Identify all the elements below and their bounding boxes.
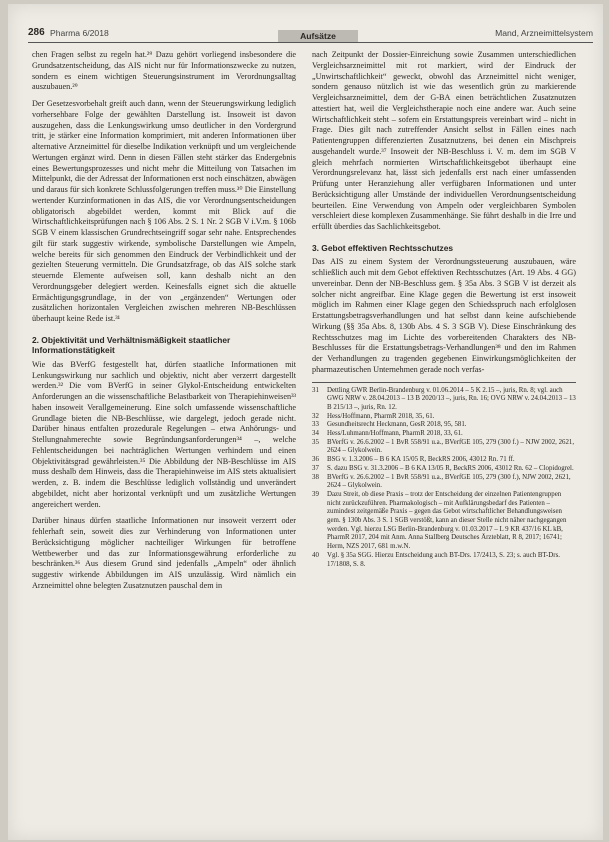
paragraph: nach Zeitpunkt der Dossier-Einreichung sowie Zusammen unterschiedlichen Vergleichsarzneimittel mit rot markiert, wird der Eindruck der „Unwirtschaftlichkeit“ geweckt, obwohl das Arzneimittel nicht weniger, sondern genauso nützlich ist wie das wesentlich grün zu markierende Vergleichsarzneimittel, dem der G-BA einen beträchtlichen Zusatznutzen attestiert hat, weil die Vergleichstherapie noch eine andere war. Auch seine Wirtschaftlichkeit steht – sofern ein Erstattungspreis vereinbart wird – nicht in Frage. Dies gilt nach zutreffender Ansicht selbst in Fällen eines nach Patientengruppen differenzierten Zusatznutzens, bei denen ein Mischpreis ausgehandelt wurde.³⁷ Insoweit der NB-Beschluss i. V. m. dem im SGB V gleich mehrfach normierten Wirtschaftlichkeitsgebot überhaupt eine Verordnungsrelevanz hat, lässt sich jedenfalls erst nach einer umfassenden Prüfung unter Heranziehung aller verfügbaren Informationen und unter Berücksichtigung aller Umstände der individuellen Verordnungsentscheidung beurteilen. Eine Verwendung von Ampeln oder vergleichbaren Symbolen verschleiert diese komplexen Zusammenhänge. Sie führt deshalb in die Irre und erfüllt überdies das Sachlichkeitsgebot.: [312, 50, 576, 231]
footnote-number: 32: [312, 412, 319, 420]
footnote-number: 33: [312, 421, 319, 429]
footnote-number: 39: [312, 490, 319, 498]
section-heading: 2. Objektivität und Verhältnismäßigkeit staatlicher Informationstätigkeit: [32, 334, 231, 356]
paragraph: Darüber hinaus dürfen staatliche Informationen nur insoweit verzerrt oder fehlerhaft sein, soweit dies zur Verhinderung von Informationen unter Berücksichtigung möglicher nachteiliger Wirkungen für betroffene Wettbewerber und das zur Informationsgewährung erforderliche zu beschränken.³⁶ Aus diesem Grund sind jedenfalls „Ampeln“ oder ähnlich suggestiv wirkende Abbildungen im AIS unzulässig. Wird nämlich ein Arzneimittel ohne belegten Zusatznutzen pauschal dem in: [32, 516, 296, 590]
section-label: Aufsätze: [278, 30, 358, 42]
footnote-number: 38: [312, 473, 319, 481]
footnote-number: 36: [312, 456, 319, 464]
right-column: [312, 50, 576, 569]
footnote: [312, 474, 576, 491]
document-page: [8, 4, 603, 840]
footnote-text: Hess/Luhmann/Hoffmann, PharmR 2018, 33, 61.: [327, 430, 463, 438]
footnote-number: 35: [312, 438, 319, 446]
running-title: Mand, Arzneimittelsystem: [495, 28, 593, 38]
page-header: [28, 26, 593, 42]
paragraph: chen Fragen selbst zu regeln hat.²⁹ Dazu gehört vorliegend insbesondere die Grundsatzentscheidung, das AIS nicht nur für Informationszwecke zu nutzen, sondern es einem wichtigen Steuerungsinstrument im Verordnungsalltag auszubauen.²⁹: [32, 50, 296, 92]
footnote-number: 31: [312, 386, 319, 394]
footnote-rule: [312, 382, 576, 383]
footnote-number: 34: [312, 430, 319, 438]
footnote-text: BVerfG v. 26.6.2002 – 1 BvR 558/91 u.a., BVerfGE 105, 279 (300 f.) – NJW 2002, 2621, 2624 – Glykolwein.: [327, 438, 575, 455]
footnote: [312, 413, 576, 422]
footnote: [312, 456, 576, 465]
paragraph: Wie das BVerfG festgestellt hat, dürfen staatliche Informationen mit Lenkungswirkung nur sachlich und objektiv, nicht aber verzerrt dargestellt werden.³² Die vom BVerfG in seiner Glykol-Entscheidung entwickelten Anforderungen an die wissenschaftliche Belastbarkeit von Therapiehinweisen³³ haben insoweit Verallgemeinerung. Eine solch umfassende wissenschaftliche Grundlage bieten die NB-Beschlüsse, wie dargelegt, jedoch gerade nicht. Darüber hinaus entfalten prozedurale Regelungen – etwa Anhörungs- und Stellungnahmerechte sowie Begründungsanforderungen³⁴ –, welche Fehlentscheidungen bei nachträglichen Wertungen verhindern und einen Objektivitätsgrad gewährleisten.³⁵ Die Abbildung der NB-Beschlüsse im AIS muss deshalb dem Hinweis, dass die Therapiehinweise im AIS stets aktualisiert werden, z. B. indem die Beschlüsse lediglich vollständig und unverändert abgebildet, nicht aber horizontal verknüpft und um zusätzliche Wertungen angereichert werden.: [32, 359, 296, 509]
footnote-text: BVerfG v. 26.6.2002 – 1 BvR 558/91 u.a., BVerfGE 105, 279 (300 f.), NJW 2002, 2621, 2624 – Glykolwein.: [327, 473, 571, 490]
footnote-number: 40: [312, 551, 319, 559]
footnote: [312, 387, 576, 413]
footnotes: [312, 387, 576, 570]
paragraph: Der Gesetzesvorbehalt greift auch dann, wenn der Steuerungswirkung lediglich vorhersehbare Folge der gewählten Darstellung ist. Insoweit ist davon auszugehen, dass die Lenkungswirkung umso deutlicher in den Vordergrund tritt, je stärker eine Information komprimiert, mit anderen Informationen über alternative Arzneimittel für dieselbe Indikation verknüpft und um vergleichende Wertungen ergänzt wird. Denn in diesen Fällen steht stärker das Endergebnis eines Bewertungsprozesses und nicht mehr die Mitteilung von Tatsachen im Mittelpunkt, die der Adressat der Informationen erst noch einschätzen, abwägen und daraus für sich konkrete Schlussfolgerungen treffen muss.³⁰ Die Einstellung wertender Kurzinformationen in das AIS, die vor Verordnungsentscheidungen obligatorisch abgebildet werden, kommt mit Blick auf die Wirtschaftlichkeitsprüfungen nach § 106 Abs. 2 S. 1 Nr. 2 SGB V i.V.m. § 106b SGB V einem klassischen Grundrechtseingriff sogar sehr nahe. Entsprechendes gilt für stark suggestiv wirkende, symbolische Darstellungen wie Ampeln, welche bereits für sich genommen den Eindruck der Verbindlichkeit und der gezielten Steuerung vermitteln. Die Grundsatzfrage, ob das AIS solche stark steuernde Elemente aufweisen soll, kann deshalb nicht an den Verordnungsgeber delegiert werden. Keinesfalls eignet sich die aktuelle Ermächtigungsgrundlage, in der von „ergänzenden“ Wertungen oder zusätzlichen horizontalen Vergleichen zwischen mehreren NB-Beschlüssen überhaupt keine Rede ist.³¹: [32, 99, 296, 323]
footnote: [312, 421, 576, 430]
footnote-text: BSG v. 1.3.2006 – B 6 KA 15/05 R, BeckRS 2006, 43012 Rn. 71 ff.: [327, 456, 515, 464]
footnote-text: Dazu Streit, ob diese Praxis – trotz der Entscheidung der einzelnen Patientengruppen nicht zurückzuführen. Pharmakologisch – mit Aufklärungsbedarf des Patienten – zumindest zeitgemäße Praxis – gegen das Gebot wirtschaftlicher Behandlungsweisen gem. § 130b Abs. 3 S. 1 SGB verstößt, kann an dieser Stelle nicht näher nachgegangen werden. Vgl. hierzu LSG Berlin-Brandenburg v. 01.03.2017 – L 9 KR 437/16 KL kB, PharmR 2017, 204 mit Anm. Anna Stallberg Deutsches Ärzteblatt, R 8, 2017; 16741; Herm, NZS 2017, 681 m.w.N.: [327, 490, 567, 551]
footnote-text: Dettling GWR Berlin-Brandenburg v. 01.06.2014 – 5 K 2.15 –, juris, Rn. 8; vgl. auch GWG NRW v. 28.04.2013 – 13 B 2020/13 –, juris, Rn. 16; OVG NRW v. 24.04.2013 – 13 B 215/13 –, juris, Rn. 12.: [327, 386, 576, 411]
footnote-text: Hess/Hoffmann, PharmR 2018, 35, 61.: [327, 412, 435, 420]
paragraph: Das AIS zu einem System der Verordnungssteuerung auszubauen, wäre schließlich auch mit dem Gebot effektiven Rechtsschutzes (Art. 19 Abs. 4 GG) unvereinbar. Denn der NB-Beschluss gem. § 35a Abs. 3 SGB V ist derzeit als solcher nicht angreifbar. Eine Klage gegen die Bewertung ist erst insoweit möglich im Rahmen einer Klage gegen den Schiedsspruch nach erfolglosen Erstattungsbetragsverhandlungen und hat selbst dann keine aufschiebende Wirkung (§§ 35a Abs. 8, 130b Abs. 4 S. 3 SGB V). Diese Einschränkung des Rechtsschutzes mag im Lichte des vorbereitenden Charakters des NB-Beschlusses für die Erstattungsbetrags-Verhandlungen³⁸ und den im Rahmen der Verhandlungen zu tragenden gegebenen Einwirkungsmöglichkeiten der pharmazeutischen Unternehmen gerade noch verfas-: [312, 257, 576, 374]
footnote-text: Vgl. § 35a SGG. Hierzu Entscheidung auch BT-Drs. 17/2413, S. 23; s. auch BT-Drs. 17/1808, S. 8.: [327, 551, 560, 568]
footnote: [312, 430, 576, 439]
page-number: 286: [28, 27, 45, 38]
footnote: [312, 439, 576, 456]
footnote: [312, 552, 576, 569]
footnote-number: 37: [312, 464, 319, 472]
footnote: [312, 491, 576, 552]
left-column: [32, 50, 296, 592]
footnote-text: Gesundheitsrecht Heckmann, GesR 2018, 95, 581.: [327, 421, 467, 429]
journal-name: Pharma 6/2018: [50, 28, 109, 38]
section-heading: 3. Gebot effektiven Rechtsschutzes: [312, 242, 454, 253]
footnote-text: S. dazu BSG v. 31.3.2006 – B 6 KA 13/05 R, BeckRS 2006, 43012 Rn. 62 – Clopidogrel.: [327, 464, 574, 472]
header-rule: [28, 42, 593, 43]
footnote: [312, 465, 576, 474]
